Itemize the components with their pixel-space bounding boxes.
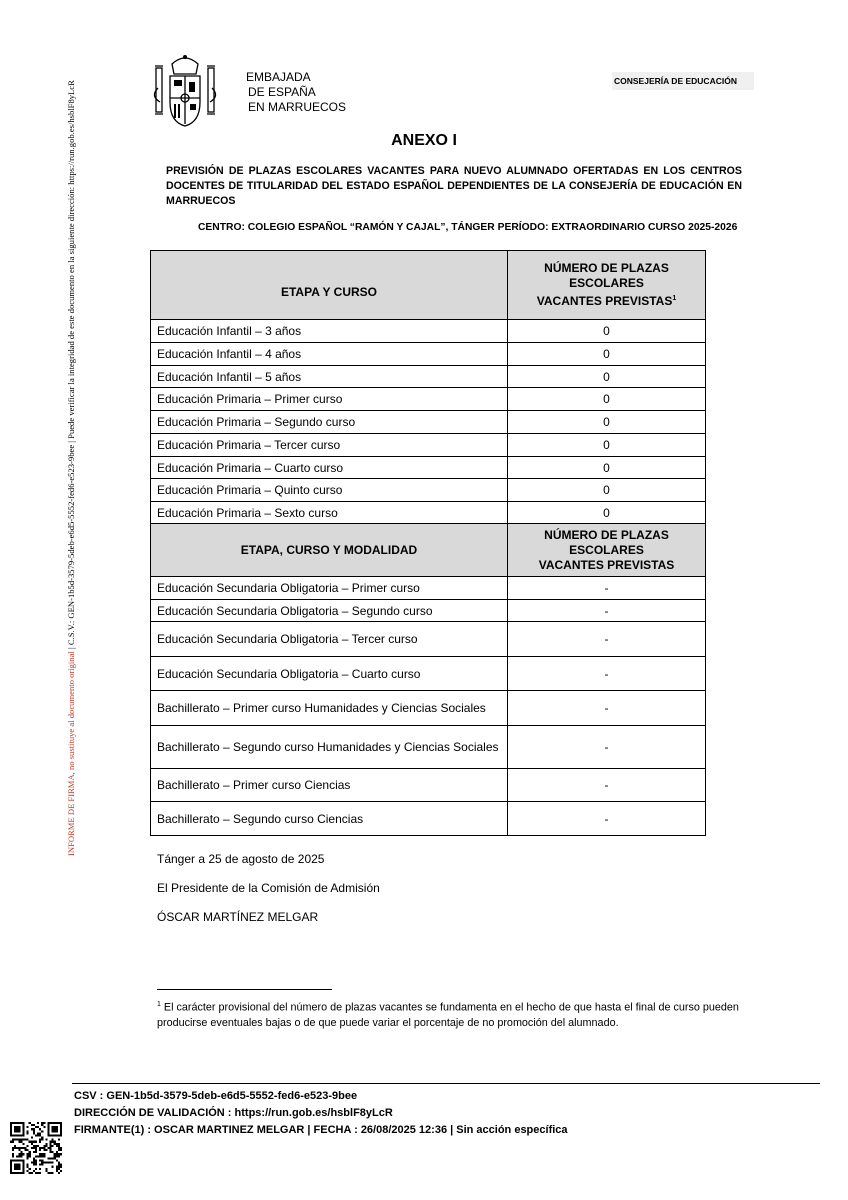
csv-code: CSV : GEN-1b5d-3579-5deb-e6d5-5552-fed6-e523-9bee: [74, 1090, 358, 1102]
side-note-csv: | C.S.V.: GEN-1b5d-3579-5deb-e6d5-5552-fed6-e523-9bee | Puede verificar la integridad de este documento en la siguiente dirección: https://run.gob.es/hsblF8yLcR: [66, 80, 76, 652]
table-row: [151, 691, 706, 726]
embassy-line: EN MARRUECOS: [248, 100, 347, 114]
table-row: [151, 479, 706, 502]
row-plazas: 0: [508, 457, 706, 479]
footnote-ref: 1: [672, 295, 677, 302]
row-plazas: 0: [508, 366, 706, 388]
table1-header-etapa: ETAPA Y CURSO: [151, 251, 508, 320]
row-plazas: -: [508, 600, 706, 622]
row-curso: Bachillerato – Primer curso Ciencias: [151, 769, 508, 802]
row-curso: Educación Primaria – Quinto curso: [151, 479, 508, 502]
row-curso: Educación Secundaria Obligatoria – Cuarto curso: [151, 657, 508, 691]
spain-coat-of-arms-icon: [152, 52, 218, 130]
table-row: [151, 320, 706, 343]
row-plazas: -: [508, 726, 706, 769]
table-row: [151, 802, 706, 836]
table1-header-plazas: [508, 251, 706, 320]
row-curso: Educación Infantil – 3 años: [151, 320, 508, 343]
row-plazas: 0: [508, 434, 706, 457]
row-curso: Educación Primaria – Sexto curso: [151, 502, 508, 524]
signer-info: FIRMANTE(1) : OSCAR MARTINEZ MELGAR | FECHA : 26/08/2025 12:36 | Sin acción específica: [74, 1124, 568, 1136]
table-row: [151, 622, 706, 657]
table-row: [151, 600, 706, 622]
row-plazas: -: [508, 577, 706, 600]
row-curso: Educación Primaria – Segundo curso: [151, 411, 508, 434]
row-curso: Bachillerato – Segundo curso Ciencias: [151, 802, 508, 836]
prevision-line: MARRUECOS: [166, 195, 236, 207]
footnote-mark: 1: [157, 1001, 161, 1008]
row-curso: Educación Secundaria Obligatoria – Segundo curso: [151, 600, 508, 622]
row-curso: Educación Primaria – Primer curso: [151, 388, 508, 411]
table-row: [151, 388, 706, 411]
table1-header-plazas-text: NÚMERO DE PLAZAS ESCOLARES VACANTES PREVISTAS: [536, 261, 673, 308]
row-curso: Educación Secundaria Obligatoria – Tercer curso: [151, 622, 508, 657]
row-plazas: 0: [508, 388, 706, 411]
side-note-warning: INFORME DE FIRMA, no sustituye al documento original: [66, 651, 76, 856]
row-plazas: -: [508, 622, 706, 657]
qr-code-icon[interactable]: [10, 1122, 62, 1174]
row-curso: Bachillerato – Segundo curso Humanidades y Ciencias Sociales: [151, 726, 508, 769]
table-row: [151, 457, 706, 479]
embassy-line: EMBAJADA: [246, 70, 311, 84]
table-row: [151, 726, 706, 769]
row-plazas: 0: [508, 320, 706, 343]
footnote: [157, 997, 777, 1031]
footnote-text: El carácter provisional del número de plazas vacantes se fundamenta en el hecho de que hasta el final de curso pueden producirse eventuales bajas o de que puede variar el porcentaje de no promoción del alumnado.: [157, 1001, 739, 1029]
table-row: [151, 411, 706, 434]
table-row: [151, 769, 706, 802]
table2-header-etapa: ETAPA, CURSO Y MODALIDAD: [151, 524, 508, 577]
place-date: Tánger a 25 de agosto de 2025: [157, 852, 325, 866]
embassy-block: [246, 70, 346, 115]
row-plazas: 0: [508, 343, 706, 366]
side-verification-note: [66, 76, 76, 856]
row-curso: Educación Infantil – 5 años: [151, 366, 508, 388]
row-curso: Educación Infantil – 4 años: [151, 343, 508, 366]
signatory-name: ÓSCAR MARTÍNEZ MELGAR: [157, 910, 319, 924]
validation-url[interactable]: DIRECCIÓN DE VALIDACIÓN : https://run.gob.es/hsblF8yLcR: [74, 1107, 393, 1119]
table2-header-plazas: NÚMERO DE PLAZAS ESCOLARES VACANTES PREVISTAS: [508, 524, 706, 577]
signatory-role: El Presidente de la Comisión de Admisión: [157, 881, 380, 895]
plazas-table: [150, 250, 706, 836]
table-row: [151, 366, 706, 388]
validation-divider: [72, 1083, 820, 1084]
row-plazas: 0: [508, 479, 706, 502]
row-plazas: -: [508, 691, 706, 726]
table-row: [151, 577, 706, 600]
table-row: [151, 434, 706, 457]
row-plazas: -: [508, 657, 706, 691]
row-curso: Bachillerato – Primer curso Humanidades y Ciencias Sociales: [151, 691, 508, 726]
prevision-heading: [166, 164, 742, 209]
row-curso: Educación Secundaria Obligatoria – Primer curso: [151, 577, 508, 600]
consejeria-label: CONSEJERÍA DE EDUCACIÓN: [612, 72, 754, 90]
centro-line: CENTRO: COLEGIO ESPAÑOL “RAMÓN Y CAJAL”, TÁNGER PERÍODO: EXTRAORDINARIO CURSO 2025-2026: [198, 222, 738, 233]
table-row: [151, 502, 706, 524]
prevision-line: DOCENTES DE TITULARIDAD DEL ESTADO ESPAÑOL DEPENDIENTES DE LA CONSEJERÍA DE EDUCACIÓN EN: [166, 180, 742, 192]
footnote-divider: [157, 989, 332, 990]
prevision-line: PREVISIÓN DE PLAZAS ESCOLARES VACANTES PARA NUEVO ALUMNADO OFERTADAS EN LOS CENTROS: [166, 165, 742, 177]
row-plazas: -: [508, 802, 706, 836]
page-title: ANEXO I: [391, 132, 457, 149]
row-curso: Educación Primaria – Cuarto curso: [151, 457, 508, 479]
row-plazas: 0: [508, 411, 706, 434]
table-row: [151, 343, 706, 366]
row-plazas: 0: [508, 502, 706, 524]
row-curso: Educación Primaria – Tercer curso: [151, 434, 508, 457]
table-row: [151, 657, 706, 691]
embassy-line: DE ESPAÑA: [248, 85, 316, 99]
row-plazas: -: [508, 769, 706, 802]
